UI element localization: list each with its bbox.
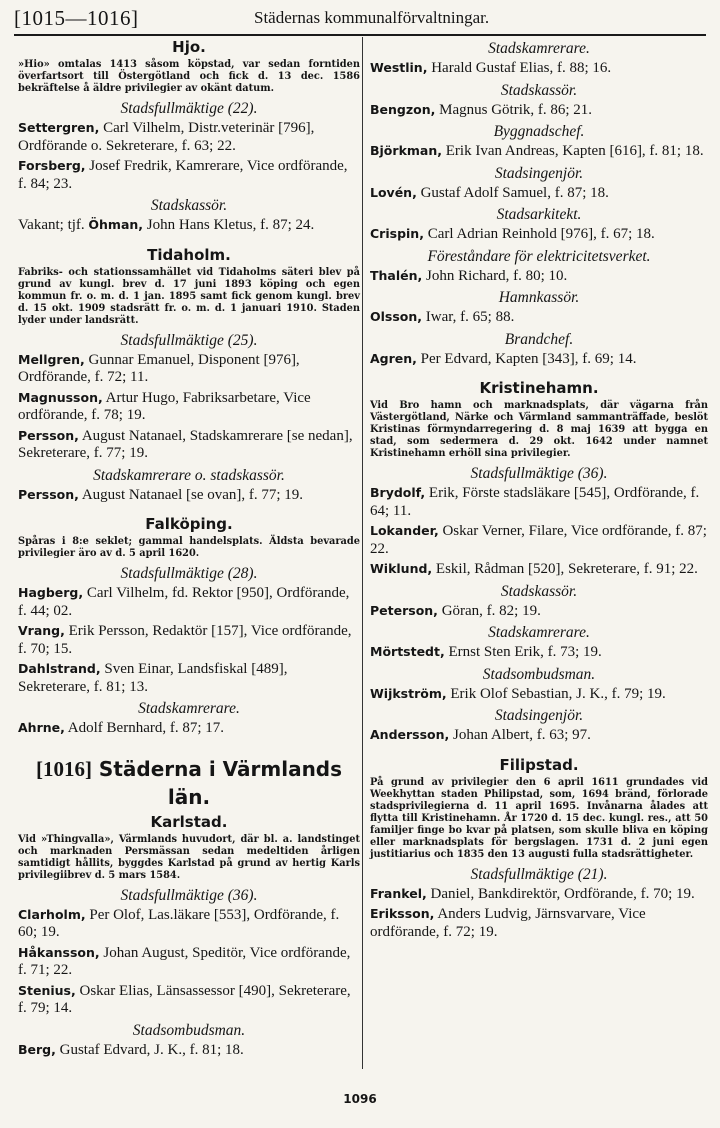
official-entry [18, 906, 360, 942]
official-entry [370, 522, 708, 558]
office-heading: Stadsingenjör. [494, 707, 584, 724]
official-details: Carl Vilhelm, fd. Rektor [950], Ordförande, f. 44; 02. [18, 585, 350, 619]
official-name: Westlin, [370, 60, 428, 75]
official-details: Ernst Sten Erik, f. 73; 19. [444, 644, 602, 660]
page-number: 1096 [343, 1092, 377, 1106]
official-entry [370, 308, 708, 327]
office-heading: Stadskassör. [500, 81, 578, 99]
official-entry [18, 351, 360, 387]
office-heading: Stadskamrerare. [138, 700, 240, 717]
section-title [18, 756, 360, 812]
official-details: Gustaf Adolf Samuel, f. 87; 18. [416, 184, 609, 201]
official-name: Lovén, [370, 184, 417, 200]
office-heading: Stadskamrerare o. stadskassör. [93, 466, 285, 484]
official-details: Per Edvard, Kapten [343], f. 69; 14. [416, 350, 637, 367]
town-title-tidaholm: Tidaholm. [147, 245, 231, 264]
official-entry [370, 905, 708, 941]
official-name: Magnusson, [18, 389, 103, 405]
official-entry [370, 726, 708, 745]
official-name: Wijkström, [370, 685, 447, 701]
official-entry [18, 944, 360, 980]
official-entry [18, 719, 360, 738]
official-entry [370, 101, 708, 120]
official-name: Bengzon, [370, 101, 436, 117]
official-name: Clarholm, [18, 906, 86, 922]
official-name: Eriksson, [370, 906, 435, 921]
official-details: Josef Fredrik, Kamrerare, Vice ordförande, f. 84; 23. [18, 158, 348, 192]
left-column [18, 37, 360, 1061]
office-heading: Byggnadschef. [493, 123, 585, 140]
office-heading: Brandchef. [504, 330, 574, 348]
official-details: Vakant; tjf. [18, 217, 89, 233]
column-divider [362, 37, 363, 1069]
official-details: Per Olof, Las.läkare [553], Ordförande, f. 60; 19. [18, 906, 340, 940]
office-heading: Stadsarkitekt. [496, 206, 582, 223]
official-name: Frankel, [370, 885, 427, 901]
official-details: Johan August, Speditör, Vice ordförande, f. 71; 22. [18, 944, 351, 978]
official-name: Stenius, [18, 982, 76, 998]
official-details: Sven Einar, Landsfiskal [489], Sekreterare, f. 81; 13. [18, 661, 288, 695]
official-entry [18, 1041, 360, 1060]
official-name: Thalén, [370, 267, 423, 283]
official-details: Adolf Bernhard, f. 87; 17. [64, 720, 225, 736]
town-title-falkoping: Falköping. [145, 515, 233, 533]
official-entry [370, 602, 708, 621]
section-name: Städerna i Värmlands län. [91, 756, 343, 809]
official-details: Oskar Elias, Länsassessor [490], Sekreterare, f. 79; 14. [18, 982, 351, 1016]
official-details: Erik Persson, Redaktör [157], Vice ordförande, f. 70; 15. [18, 623, 352, 657]
town-description-falkoping: Spåras i 8:e seklet; gammal handelsplats. Äldsta bevarade privilegier äro av d. 5 april 1620. [18, 536, 360, 559]
official-details: Magnus Götrik, f. 86; 21. [435, 101, 593, 118]
official-entry [18, 622, 360, 658]
official-name: Agren, [370, 350, 417, 366]
official-entry [370, 350, 708, 369]
official-name: Brydolf, [370, 485, 426, 500]
official-name: Dahlstrand, [18, 661, 101, 676]
office-heading: Hamnkassör. [498, 289, 580, 306]
office-heading: Stadsfullmäktige (22). [120, 100, 258, 117]
official-details: Erik Ivan Andreas, Kapten [616], f. 81; 18. [442, 143, 704, 159]
official-entry [370, 59, 708, 78]
official-name: Ahrne, [18, 720, 65, 735]
official-entry [370, 267, 708, 286]
official-entry [18, 427, 360, 463]
official-entry [18, 157, 360, 193]
official-entry [370, 885, 708, 904]
official-name: Hagberg, [18, 585, 84, 600]
official-entry [370, 142, 708, 161]
office-heading: Stadsombudsman. [482, 665, 596, 683]
section-number: [1016] [35, 756, 92, 781]
office-heading: Stadskamrerare. [488, 624, 590, 641]
official-entry [18, 119, 360, 155]
office-heading: Stadsfullmäktige (25). [120, 331, 258, 349]
official-name: Persson, [18, 486, 79, 502]
office-heading: Föreståndare för elektricitetsverket. [427, 247, 651, 265]
office-heading: Stadskassör. [500, 582, 578, 600]
official-entry [18, 584, 360, 620]
official-entry [18, 660, 360, 696]
official-name: Björkman, [370, 143, 442, 158]
page-range: [1015—1016] [14, 6, 139, 30]
official-details: Erik, Förste stadsläkare [545], Ordförande, f. 64; 11. [370, 485, 700, 519]
official-entry [18, 216, 360, 235]
official-entry [18, 982, 360, 1018]
town-description-filipstad: På grund av privilegier den 6 april 1611 grundades vid Weekhyttan staden Philipstad, som, 1694 bränd, förlorade stadsprivilegierna d. 11 april 1695. Invånarna ålades att flytta till Kristinehamn. År 1720 d. 15 dec. kungl. res., att 50 familjer finge bo kvar på platsen, som skulle bliva en köping eller marknadsplats för bergslagen. 1731 d. 2 juni egen justitiarius och 1835 den 13 augusti fulla stadsrättigheter. [370, 776, 708, 860]
town-title-hjo: Hjo. [172, 38, 206, 56]
official-name: Forsberg, [18, 158, 86, 173]
official-name: Håkansson, [18, 944, 100, 960]
office-heading: Stadsombudsman. [132, 1021, 246, 1039]
official-name: Vrang, [18, 623, 65, 638]
official-details: Gustaf Edvard, J. K., f. 81; 18. [55, 1041, 244, 1058]
official-details: Göran, f. 82; 19. [437, 602, 541, 619]
official-details: Oskar Verner, Filare, Vice ordförande, f. 87; 22. [370, 523, 707, 557]
official-name: Mörtstedt, [370, 644, 445, 659]
office-heading: Stadsfullmäktige (36). [120, 886, 258, 904]
official-details: John Hans Kletus, f. 87; 24. [143, 217, 315, 233]
town-description-kristinehamn: Vid Bro hamn och marknadsplats, där vägarna från Västergötland, Närke och Värmland sammanträffade, beslöt Kristinas förmyndarregering d. 8 maj 1639 att bygga en stad, som sedermera d. 29 okt. 1642 under namnet Kristinehamn erhöll sina privilegier. [370, 400, 708, 459]
official-entry [370, 643, 708, 662]
official-entry [370, 225, 708, 244]
official-name: Berg, [18, 1041, 56, 1057]
official-details: Carl Vilhelm, Distr.veterinär [796], Ordförande o. Sekreterare, f. 63; 22. [18, 120, 315, 154]
official-name: Öhman, [88, 217, 144, 232]
official-name: Settergren, [18, 120, 100, 135]
office-heading: Stadsfullmäktige (21). [470, 865, 608, 883]
right-column [370, 37, 708, 943]
official-details: Eskil, Rådman [520], Sekreterare, f. 91; 22. [432, 561, 698, 577]
official-details: August Natanael, Stadskamrerare [se nedan], Sekreterare, f. 77; 19. [18, 427, 353, 461]
official-details: Daniel, Bankdirektör, Ordförande, f. 70; 19. [426, 885, 695, 902]
town-title-karlstad: Karlstad. [150, 812, 228, 831]
official-details: Johan Albert, f. 63; 97. [449, 727, 591, 743]
official-details: August Natanael [se ovan], f. 77; 19. [78, 486, 304, 503]
running-title: Städernas kommunalförvaltningar. [254, 8, 490, 27]
office-heading: Stadsingenjör. [494, 164, 584, 182]
official-details: Carl Adrian Reinhold [976], f. 67; 18. [423, 226, 655, 242]
official-details: Artur Hugo, Fabriksarbetare, Vice ordförande, f. 78; 19. [18, 389, 311, 423]
office-heading: Stadskassör. [150, 197, 228, 214]
town-description-hjo: »Hio» omtalas 1413 såsom köpstad, var sedan forntiden överfartsort till Östergötland och fick d. 13 dec. 1586 bekräftelse å äldre privilegier av okänt datum. [18, 59, 360, 94]
official-details: Iwar, f. 65; 88. [422, 309, 515, 325]
town-title-kristinehamn: Kristinehamn. [479, 379, 599, 397]
official-details: Anders Ludvig, Järnsvarvare, Vice ordförande, f. 72; 19. [370, 906, 646, 940]
official-name: Persson, [18, 427, 79, 443]
office-heading: Stadsfullmäktige (36). [470, 465, 608, 482]
page-header [14, 6, 706, 36]
official-entry [18, 486, 360, 505]
official-entry [370, 184, 708, 203]
town-description-tidaholm: Fabriks- och stationssamhället vid Tidaholms säteri blev på grund av kungl. brev d. 17 juni 1893 köping och egen kommun fr. o. m. d. 1 jan. 1895 samt fick genom kungl. brev d. 15 okt. 1909 stadsrätt fr. o. m. d. 1 januari 1910. Staden lyder under landsrätt. [18, 266, 360, 326]
official-name: Lokander, [370, 523, 439, 538]
official-details: Erik Olof Sebastian, J. K., f. 79; 19. [446, 685, 666, 702]
official-name: Wiklund, [370, 561, 433, 576]
official-name: Mellgren, [18, 351, 85, 367]
town-title-filipstad: Filipstad. [499, 755, 579, 774]
official-entry [370, 685, 708, 704]
official-details: Harald Gustaf Elias, f. 88; 16. [427, 60, 612, 76]
official-name: Andersson, [370, 727, 450, 742]
official-entry [18, 389, 360, 425]
official-entry [370, 560, 708, 579]
official-details: John Richard, f. 80; 10. [422, 267, 568, 284]
official-details: Gunnar Emanuel, Disponent [976], Ordförande, f. 72; 11. [18, 351, 300, 385]
town-description-karlstad: Vid »Thingvalla», Värmlands huvudort, där bl. a. landstinget och marknaden Persmässan sedan medeltiden årligen samtidigt hållits, byggdes Karlstad på grund av hertig Karls privilegiibrev d. 5 mars 1584. [18, 833, 360, 881]
official-name: Olsson, [370, 309, 423, 324]
official-entry [370, 484, 708, 520]
official-name: Peterson, [370, 602, 438, 618]
office-heading: Stadsfullmäktige (28). [120, 565, 258, 582]
office-heading: Stadskamrerare. [488, 40, 590, 57]
official-name: Crispin, [370, 226, 424, 241]
